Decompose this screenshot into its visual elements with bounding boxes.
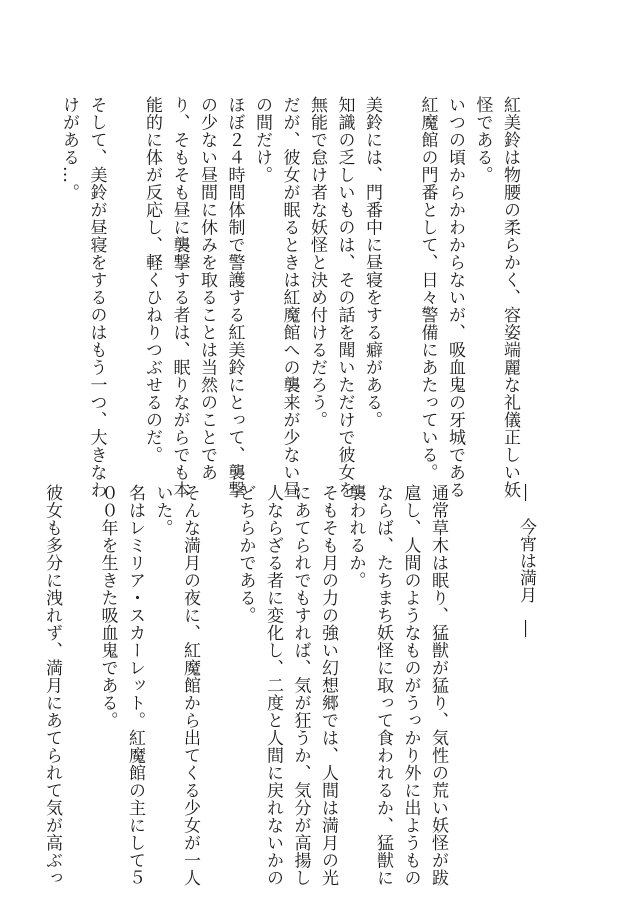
text-line: 人ならざる者に変化し、二度と人間に戻れないかの: [263, 484, 283, 887]
text-line: の間だけ。: [252, 96, 272, 184]
text-line: 知識の乏しいものは、その話を聞いただけで彼女を: [334, 96, 355, 499]
text-line: だが、彼女が眠るときは紅魔館への襲来が少ない昼: [279, 96, 300, 499]
text-line: 襲われるか。: [345, 484, 366, 589]
text-line: ならば、たちまち妖怪に取って食われるか、猛獣に: [373, 484, 393, 887]
text-line: にあてられでもすれば、気が狂うか、気分が高揚し: [290, 484, 311, 887]
text-line: どちらかである。: [235, 484, 256, 624]
text-line: けがある…。: [59, 96, 79, 201]
text-line: 怪である。: [472, 96, 493, 184]
text-line: ００年を生きた吸血鬼である。: [97, 484, 118, 729]
text-line: 無能で怠け者な妖怪と決め付けるだろう。: [307, 96, 327, 429]
section-heading: ― 今宵は満月 ―: [516, 484, 536, 637]
text-line: そもそも月の力の強い幻想郷では、人間は満月の光: [318, 484, 338, 887]
text-line: いつの頃からかわからないが、吸血鬼の牙城である: [445, 96, 465, 499]
text-line: の少ない昼間に休みを取ることは当然のことであ: [197, 96, 217, 481]
text-line: いた。: [152, 484, 173, 537]
text-line: そんな満月の夜に、紅魔館から出てくる少女が一人: [180, 484, 200, 887]
text-line: 能的に体が反応し、軽くひねりつぶせるのだ。: [142, 96, 162, 464]
text-line: 紅魔館の門番として、日々警備にあたっている。: [417, 96, 438, 481]
lower-text-block: [38, 484, 452, 887]
text-line: 美鈴には、門番中に昼寝をする癖がある。: [362, 96, 382, 429]
text-line: 紅美鈴は物腰の柔らかく、容姿端麗な礼儀正しい妖: [500, 96, 520, 499]
text-line: り、そもそも昼に襲撃する者は、眠りながらでも本: [169, 96, 190, 499]
text-line: 彼女も多分に洩れず、満月にあてられて気が高ぶっ: [42, 484, 62, 887]
text-line: 扈し、人間のようなものがうっかり外に出ようもの: [400, 484, 421, 887]
text-line: 名はレミリア・スカーレット。紅魔館の主にして５: [125, 484, 145, 887]
text-line: 通常草木は眠り、猛獣が猛り、気性の荒い妖怪が跋: [428, 484, 448, 887]
text-line: そして、美鈴が昼寝をするのはもう一つ、大きなわ: [86, 96, 107, 499]
text-line: ほぼ２４時間体制で警護する紅美鈴にとって、襲撃: [224, 96, 245, 499]
upper-text-block: [55, 96, 524, 499]
